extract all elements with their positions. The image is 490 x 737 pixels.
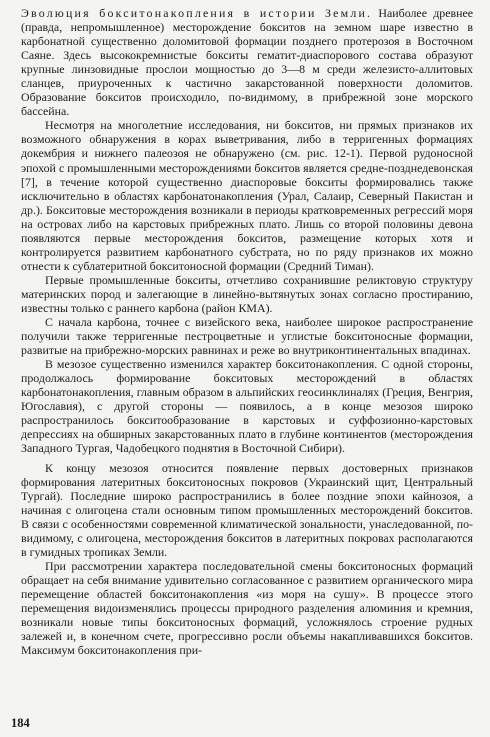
paragraph-formation-succession: При рассмотрении характера последовательной смены бокситоносных формаций обращает на себя внимание удивительно согласованное с развитием органического мира перемещение областей бокситонакопления «из моря на сушу». В процессе этого перемещения видоизменялись процессы природного разделения алюминия и кремния, возникали новые типы бокситоносных формаций, усложнялось строение рудных залежей и, в конечном счете, прогрессивно росли объемы накапливавшихся бокситов. Максимум бокситонакопления при- <box>21 558 473 658</box>
page-number: 184 <box>11 716 30 730</box>
body-text <box>21 6 473 657</box>
paragraph-devonian-epoch: Несмотря на многолетние исследования, ни бокситов, ни прямых признаков их возможного обнаружения в корах выветривания, либо в терригенных формациях докембрия и нижнего палеозоя не обнаружено (см. рис. 12-1). Первой рудоносной эпохой с промышленными месторождениями бокситов является средне-позднедевонская [7], в течение которой существенно диаспоровые бокситы формировались также исключительно в областях карбонатонакопления (Урал, Салаир, Северный Пакистан и др.). Бокситовые месторождения возникали в периоды кратковременных регрессий моря на островах либо на карстовых прибрежных плато. Лишь со второй половины девона появляются первые месторождения бокситов, размещение которых хотя и контролируется развитием карбонатного субстрата, но по ряду признаков их можно отнести к сублатеритной бокситоносной формации (Средний Тиман). <box>21 118 473 273</box>
paragraph-lateritic-covers: К концу мезозоя относится появление первых достоверных признаков формирования латеритных бокситоносных покровов (Украинский щит, Центральный Тургай). Последние широко распространились в более поздние эпохи кайнозоя, а начиная с олигоцена стали основным типом промышленных месторождений бокситов. В связи с особенностями современной климатической зональности, унаследованной, по-видимому, с олигоцена, месторождения бокситов в латеритных покровах располагаются в гумидных тропиках Земли. <box>21 460 473 559</box>
paragraph-text: Наиболее древнее (правда, непромышленное) месторождение бокситов на земном шаре известно в карбонатной существенно доломитовой формации позднего протерозоя в Восточном Саяне. Здесь высококремнистые бокситы гематит-диаспорового состава образуют крупные линзовидные прослои мощностью до 3—8 м среди железисто-аллитовых сланцев, приуроченных к частично закарстованной поверхности доломитов. Образование бокситов происходило, по-видимому, в прибрежной зоне морского бассейна. <box>21 6 474 119</box>
paragraph-early-carboniferous: Первые промышленные бокситы, отчетливо сохранившие реликтовую структуру материнских пород и залегающие в линейно-вытянутых зонах согласно простиранию, известны только с раннего карбона (район КМА). <box>21 272 473 315</box>
paragraph-lead-heading: Эволюция бокситонакопления в истории Земли. <box>21 6 373 20</box>
paragraph-visean-formations: С начала карбона, точнее с визейского века, наиболее широкое распространение получили также терригенные пестроцветные и углистые бокситоносные формации, развитые на прибрежно-морских равнинах и реже во внутриконтинентальных впадинах. <box>21 315 473 358</box>
paragraph-mesozoic: В мезозое существенно изменился характер бокситонакопления. С одной стороны, продолжалось формирование бокситовых месторождений в областях карбонатонакопления, главным образом в альпийских геосинклиналях (Греция, Венгрия, Югославия), с другой стороны — появилось, а в конце мезозоя широко распространилось бокситообразование в карстовых и суффозионно-карстовых депрессиях на обширных закарстованных плато в глубине континентов (месторождения Западного Тургая, Чадобецкого поднятия в Восточной Сибири). <box>21 357 473 456</box>
paragraph-evolution-intro <box>21 6 473 118</box>
